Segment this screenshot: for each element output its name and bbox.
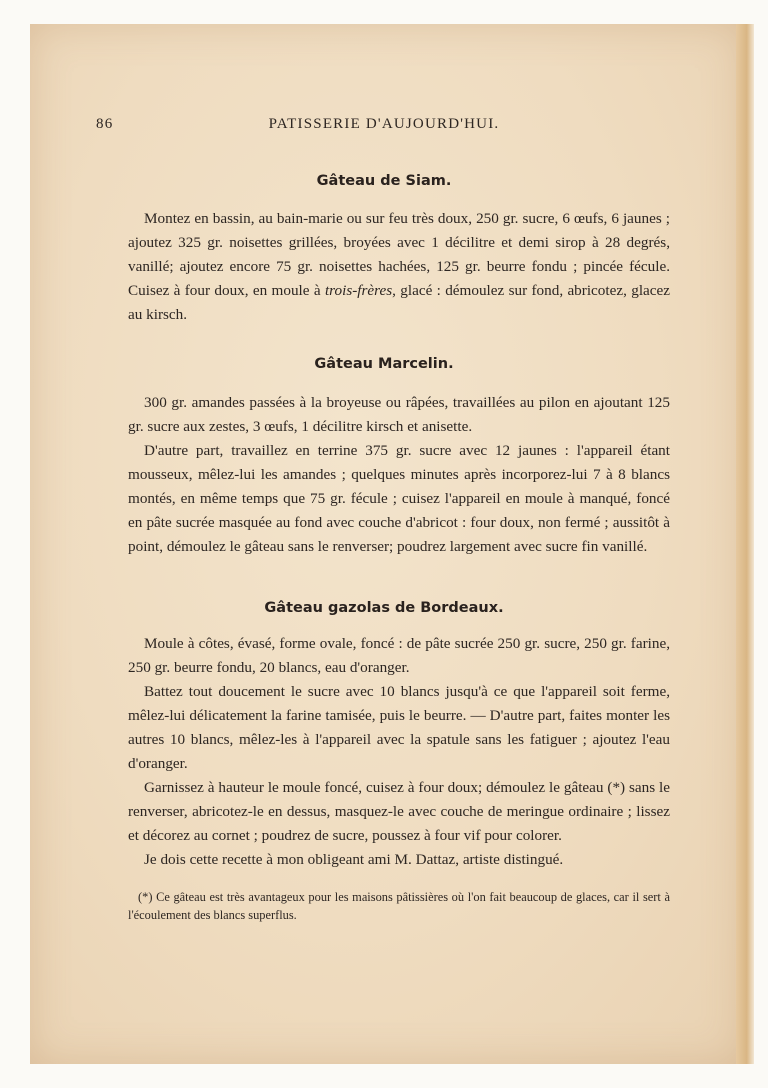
page-number: 86 bbox=[96, 116, 114, 132]
section-body-siam bbox=[128, 207, 670, 327]
footnote-text: (*) Ce gâteau est très avantageux pour les maisons pâtissières où l'on fait beaucoup de glaces, car il sert à l'écoulement des blancs superflus. bbox=[128, 890, 670, 922]
paragraph: Montez en bassin, au bain-marie ou sur feu très doux, 250 gr. sucre, 6 œufs, 6 jaunes ; ajoutez 325 gr. noisettes grillées, broyées avec 1 décilitre et demi sirop à 28 degrés, vanillé; ajoutez encore 75 gr. noisettes hachées, 125 gr. beurre fondu ; pincée fécule. Cuisez à four doux, en moule à trois-frères, glacé : démoulez sur fond, abricotez, glacez au kirsch. bbox=[128, 210, 671, 323]
section-body-marcelin bbox=[128, 391, 670, 559]
running-title: PATISSERIE D'AUJOURD'HUI. bbox=[268, 116, 500, 132]
paragraph: Je dois cette recette à mon obligeant ami M. Dattaz, artiste distingué. bbox=[144, 851, 564, 868]
section-title-gazolas: Gâteau gazolas de Bordeaux. bbox=[264, 600, 504, 616]
paragraph: Garnissez à hauteur le moule foncé, cuisez à four doux; démoulez le gâteau (*) sans le renverser, abricotez-le en dessus, masquez-le avec couche de meringue ordinaire ; lissez et décorez au cornet ; poudrez de sucre, poussez à four vif pour colorer. bbox=[128, 779, 670, 844]
section-title-siam: Gâteau de Siam. bbox=[316, 173, 452, 189]
running-header bbox=[96, 116, 672, 138]
paragraph: Moule à côtes, évasé, forme ovale, foncé : de pâte sucrée 250 gr. sucre, 250 gr. farine, 250 gr. beurre fondu, 20 blancs, eau d'oranger. bbox=[128, 635, 670, 676]
page-edge bbox=[736, 24, 754, 1064]
paragraph: Battez tout doucement le sucre avec 10 blancs jusqu'à ce que l'appareil soit ferme, mêlez-lui délicatement la farine tamisée, puis le beurre. — D'autre part, faites monter les autres 10 blancs, mêlez-les à l'appareil avec la spatule sans les fatiguer ; ajoutez l'eau d'oranger. bbox=[128, 683, 670, 772]
paragraph: 300 gr. amandes passées à la broyeuse ou râpées, travaillées au pilon en ajoutant 125 gr. sucre aux zestes, 3 œufs, 1 décilitre kirsch et anisette. bbox=[128, 394, 670, 435]
footnote bbox=[128, 888, 670, 924]
paragraph: D'autre part, travaillez en terrine 375 gr. sucre avec 12 jaunes : l'appareil étant mousseux, mêlez-lui les amandes ; quelques minutes après incorporez-lui 7 à 8 blancs montés, en même temps que 75 gr. fécule ; cuisez l'appareil en moule à manqué, foncé en pâte sucrée masquée au fond avec couche d'abricot : four doux, non fermé ; aussitôt à point, démoulez le gâteau sans le renverser; poudrez largement avec sucre fin vanillé. bbox=[128, 442, 670, 555]
section-title-marcelin: Gâteau Marcelin. bbox=[314, 356, 454, 372]
section-body-gazolas bbox=[128, 632, 670, 872]
italic-term: trois-frères bbox=[324, 282, 393, 299]
